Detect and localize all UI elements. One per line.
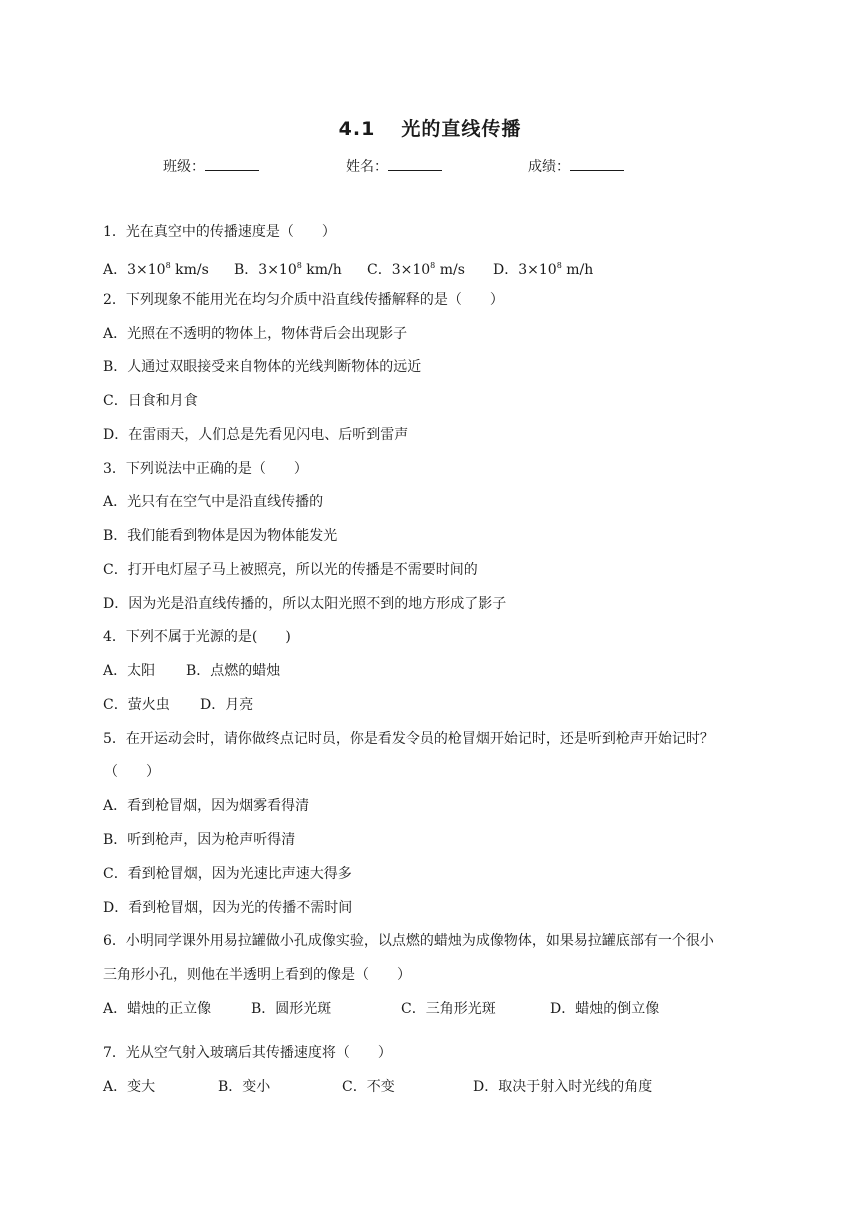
- q4-options-row2: [103, 695, 253, 715]
- q7-option-d: D．取决于射入时光线的角度: [473, 1079, 653, 1095]
- q2-option-b: B．人通过双眼接受来自物体的光线判断物体的远近: [103, 359, 422, 375]
- q7-options: [103, 1077, 652, 1097]
- q7-option-b: B．变小: [218, 1079, 271, 1095]
- q1-options: [103, 256, 593, 280]
- q5-option-a: A．看到枪冒烟，因为烟雾看得清: [103, 798, 310, 814]
- q7-option-c: C．不变: [342, 1079, 395, 1095]
- q1-option-b: B．$3\times 10^8$ km/h: [234, 261, 342, 278]
- class-blank[interactable]: [205, 156, 259, 171]
- q2-stem: 2．下列现象不能用光在均匀介质中沿直线传播解释的是（ ）: [103, 292, 504, 308]
- q6-stem-line1: 6．小明同学课外用易拉罐做小孔成像实验，以点燃的蜡烛为成像物体，如果易拉罐底部有一个很小: [103, 933, 714, 949]
- q6-stem-line2: 三角形小孔，则他在半透明上看到的像是（ ）: [103, 967, 411, 983]
- q1-stem: 1．光在真空中的传播速度是（ ）: [103, 224, 336, 240]
- q6-option-c: C．三角形光斑: [401, 1001, 496, 1017]
- name-blank[interactable]: [388, 156, 442, 171]
- q3-option-a: A．光只有在空气中是沿直线传播的: [103, 494, 324, 510]
- q6-options: [103, 999, 659, 1019]
- q4-option-c: C．萤火虫: [103, 697, 170, 713]
- q5-stem-line1: 5．在开运动会时，请你做终点记时员，你是看发令员的枪冒烟开始记时，还是听到枪声开始记时？: [103, 731, 714, 747]
- q4-option-d: D．月亮: [200, 697, 254, 713]
- name-label: 姓名：: [346, 159, 388, 175]
- q1-option-d: D．$3\times 10^8$ m/h: [493, 261, 594, 278]
- q2-option-d: D．在雷雨天，人们总是先看见闪电、后听到雷声: [103, 427, 409, 443]
- q5-stem-line2: （ ）: [104, 764, 160, 780]
- q2-option-c: C．日食和月食: [103, 393, 198, 409]
- class-label: 班级：: [163, 159, 205, 175]
- q1-option-c: C．$3\times 10^8$ m/s: [367, 261, 465, 278]
- q7-stem: 7．光从空气射入玻璃后其传播速度将（ ）: [103, 1045, 392, 1061]
- q7-option-a: A．变大: [103, 1079, 156, 1095]
- q4-stem: 4．下列不属于光源的是( ): [103, 629, 291, 645]
- class-field: [163, 156, 259, 176]
- name-field: [346, 156, 442, 176]
- q3-option-d: D．因为光是沿直线传播的，所以太阳光照不到的地方形成了影子: [103, 596, 507, 612]
- q1-option-a: A．$3\times 10^8$ km/s: [103, 261, 209, 278]
- q5-option-c: C．看到枪冒烟，因为光速比声速大得多: [103, 866, 352, 882]
- q5-option-b: B．听到枪声，因为枪声听得清: [103, 832, 296, 848]
- q3-stem: 3．下列说法中正确的是（ ）: [103, 461, 308, 477]
- score-field: [528, 156, 624, 176]
- q2-option-a: A．光照在不透明的物体上，物体背后会出现影子: [103, 326, 408, 342]
- q4-options-row1: [103, 661, 280, 681]
- q4-option-b: B．点燃的蜡烛: [186, 663, 281, 679]
- score-blank[interactable]: [570, 156, 624, 171]
- q6-option-d: D．蜡烛的倒立像: [550, 1001, 660, 1017]
- q5-option-d: D．看到枪冒烟，因为光的传播不需时间: [103, 900, 353, 916]
- q3-option-b: B．我们能看到物体是因为物体能发光: [103, 528, 338, 544]
- q6-option-b: B．圆形光斑: [251, 1001, 332, 1017]
- section-title: 光的直线传播: [401, 118, 522, 140]
- score-label: 成绩：: [528, 159, 570, 175]
- page-title: [0, 114, 860, 141]
- q6-option-a: A．蜡烛的正立像: [103, 1001, 212, 1017]
- q3-option-c: C．打开电灯屋子马上被照亮，所以光的传播是不需要时间的: [103, 562, 478, 578]
- q4-option-a: A．太阳: [103, 663, 156, 679]
- section-number: 4.1: [338, 118, 376, 140]
